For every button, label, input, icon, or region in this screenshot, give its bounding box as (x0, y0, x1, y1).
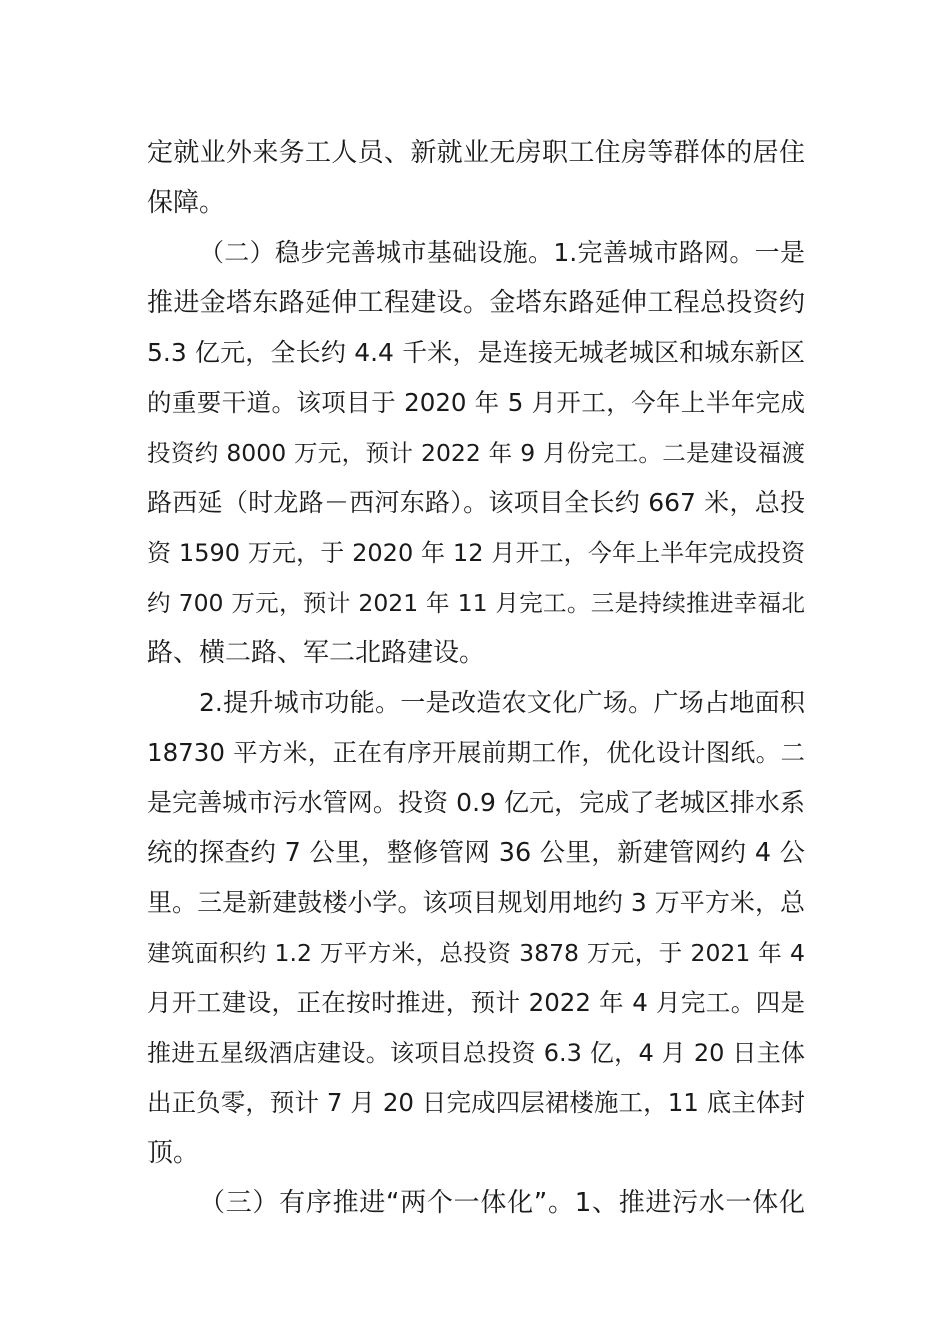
paragraph-start-line: 2.提升城市功能。一是改造农文化广场。广场占地面积 (199, 688, 805, 717)
text-line: 的重要干道。该项目于 2020 年 5 月开工，今年上半年完成 (147, 388, 805, 417)
text-line: 出正负零，预计 7 月 20 日完成四层裙楼施工，11 底主体封 (147, 1088, 805, 1117)
text-line: 顶。 (147, 1138, 200, 1168)
text-line: 5.3 亿元，全长约 4.4 千米，是连接无城老城区和城东新区 (147, 338, 805, 367)
text-line: 路、横二路、军二北路建设。 (147, 638, 486, 668)
text-line: 约 700 万元，预计 2021 年 11 月完工。三是持续推进幸福北 (147, 589, 805, 617)
text-line: 18730 平方米，正在有序开展前期工作，优化设计图纸。二 (147, 738, 805, 767)
text-line: 推进金塔东路延伸工程建设。金塔东路延伸工程总投资约 (147, 288, 805, 318)
text-line: 定就业外来务工人员、新就业无房职工住房等群体的居住 (147, 138, 805, 168)
text-line: 推进五星级酒店建设。该项目总投资 6.3 亿，4 月 20 日主体 (147, 1039, 805, 1067)
section-heading-line: （三）有序推进“两个一体化”。1、推进污水一体化 (199, 1188, 805, 1218)
text-line: 里。三是新建鼓楼小学。该项目规划用地约 3 万平方米，总 (147, 888, 805, 917)
section-heading-line: （二）稳步完善城市基础设施。1.完善城市路网。一是 (199, 238, 805, 267)
text-line: 资 1590 万元，于 2020 年 12 月开工，今年上半年完成投资 (147, 539, 805, 567)
text-line: 月开工建设，正在按时推进，预计 2022 年 4 月完工。四是 (147, 988, 805, 1017)
text-line: 保障。 (147, 188, 226, 218)
text-line: 建筑面积约 1.2 万平方米，总投资 3878 万元，于 2021 年 4 (147, 939, 805, 967)
text-line: 投资约 8000 万元，预计 2022 年 9 月份完工。二是建设福渡 (147, 439, 805, 467)
text-line: 统的探查约 7 公里，整修管网 36 公里，新建管网约 4 公 (147, 838, 805, 868)
text-line: 路西延（时龙路－西河东路）。该项目全长约 667 米，总投 (147, 488, 805, 517)
text-line: 是完善城市污水管网。投资 0.9 亿元，完成了老城区排水系 (147, 788, 805, 817)
